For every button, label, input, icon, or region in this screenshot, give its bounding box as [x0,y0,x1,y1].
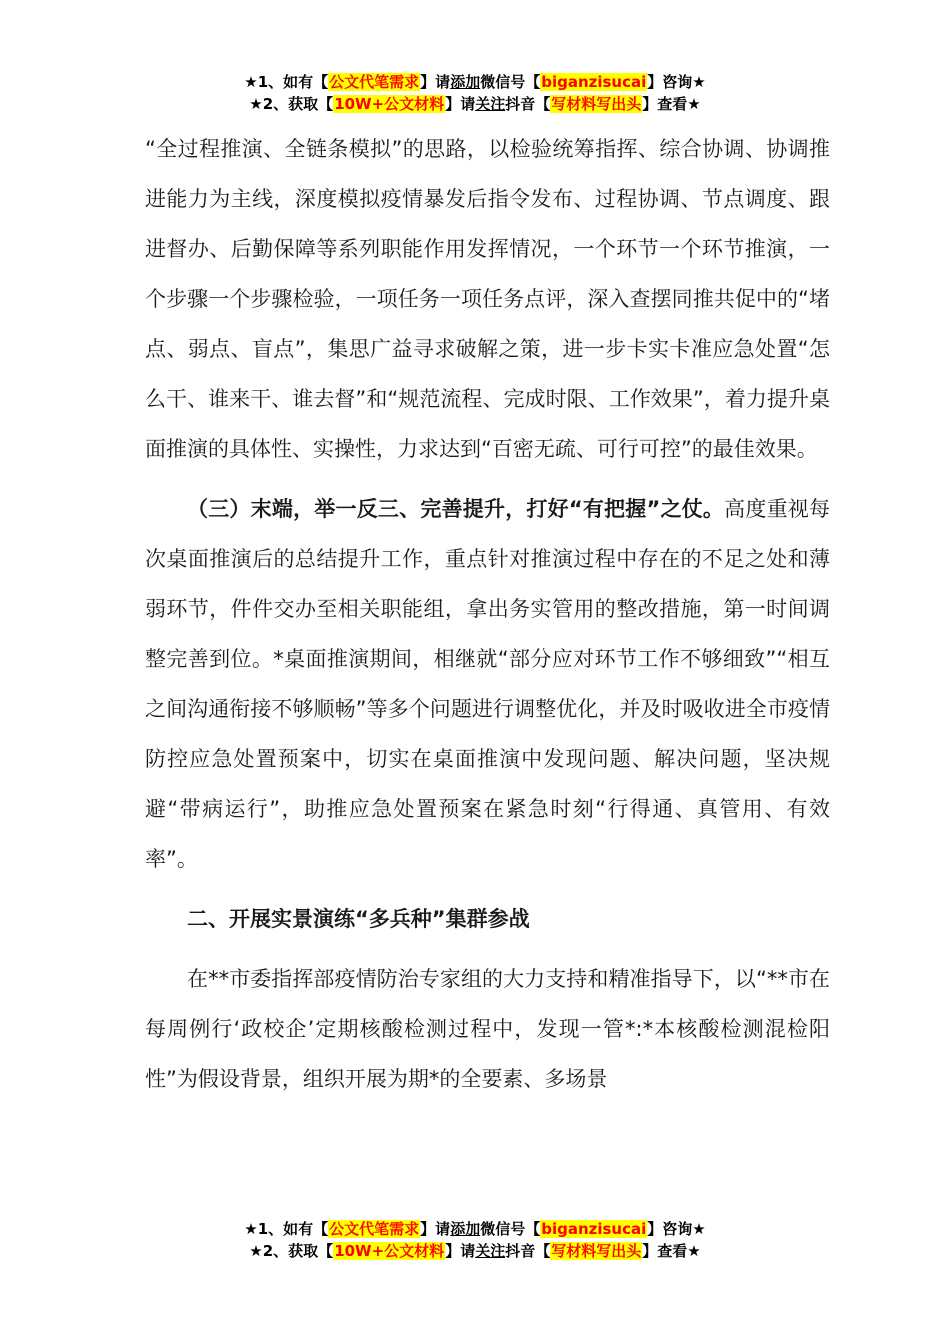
banner-line-2: ★2、获取【10W+公文材料】请关注抖音【写材料写出头】查看★ [249,95,701,113]
footer-highlight-douyin: 写材料写出头 [551,1242,642,1260]
footer-banner [0,1218,950,1262]
highlight-service: 公文代笔需求 [329,73,420,91]
footer-highlight-service: 公文代笔需求 [329,1220,420,1238]
section-heading-2: 二、开展实景演练“多兵种”集群参战 [187,907,530,931]
paragraph-2-lead: （三）末端，举一反三、完善提升，打好“有把握”之仗。 [187,497,725,521]
paragraph-2 [145,484,830,884]
footer-highlight-materials: 10W+公文材料 [334,1242,445,1260]
footer-highlight-wechat-id: biganzisucai [541,1220,647,1238]
header-banner [0,71,950,115]
paragraph-1: “全过程推演、全链条模拟”的思路，以检验统筹指挥、综合协调、协调推进能力为主线，深度模拟疫情暴发后指令发布、过程协调、节点调度、跟进督办、后勤保障等系列职能作用发挥情况，一个环节一个环节推演，一个步骤一个步骤检验，一项任务一项任务点评，深入查摆同推共促中的“堵点、弱点、盲点”，集思广益寻求破解之策，进一步卡实卡准应急处置“怎么干、谁来干、谁去督”和“规范流程、完成时限、工作效果”，着力提升桌面推演的具体性、实操性，力求达到“百密无疏、可行可控”的最佳效果。 [145,137,830,461]
highlight-wechat-id: biganzisucai [541,73,647,91]
paragraph-3: 在**市委指挥部疫情防治专家组的大力支持和精准指导下，以“**市在每周例行‘政校企’定期核酸检测过程中，发现一管*:*本核酸检测混检阳性”为假设背景，组织开展为期*的全要素、多场景 [145,967,830,1091]
document-body [145,124,830,1104]
highlight-materials: 10W+公文材料 [334,95,445,113]
banner-line-1: ★1、如有【公文代笔需求】请添加微信号【biganzisucai】咨询★ [244,73,706,91]
highlight-douyin: 写材料写出头 [551,95,642,113]
paragraph-2-body: 高度重视每次桌面推演后的总结提升工作，重点针对推演过程中存在的不足之处和薄弱环节，件件交办至相关职能组，拿出务实管用的整改措施，第一时间调整完善到位。*桌面推演期间，相继就“部分应对环节工作不够细致”“相互之间沟通衔接不够顺畅”等多个问题进行调整优化，并及时吸收进全市疫情防控应急处置预案中，切实在桌面推演中发现问题、解决问题，坚决规避“带病运行”，助推应急处置预案在紧急时刻“行得通、真管用、有效率”。 [145,497,830,871]
footer-line-2: ★2、获取【10W+公文材料】请关注抖音【写材料写出头】查看★ [249,1242,701,1260]
footer-line-1: ★1、如有【公文代笔需求】请添加微信号【biganzisucai】咨询★ [244,1220,706,1238]
